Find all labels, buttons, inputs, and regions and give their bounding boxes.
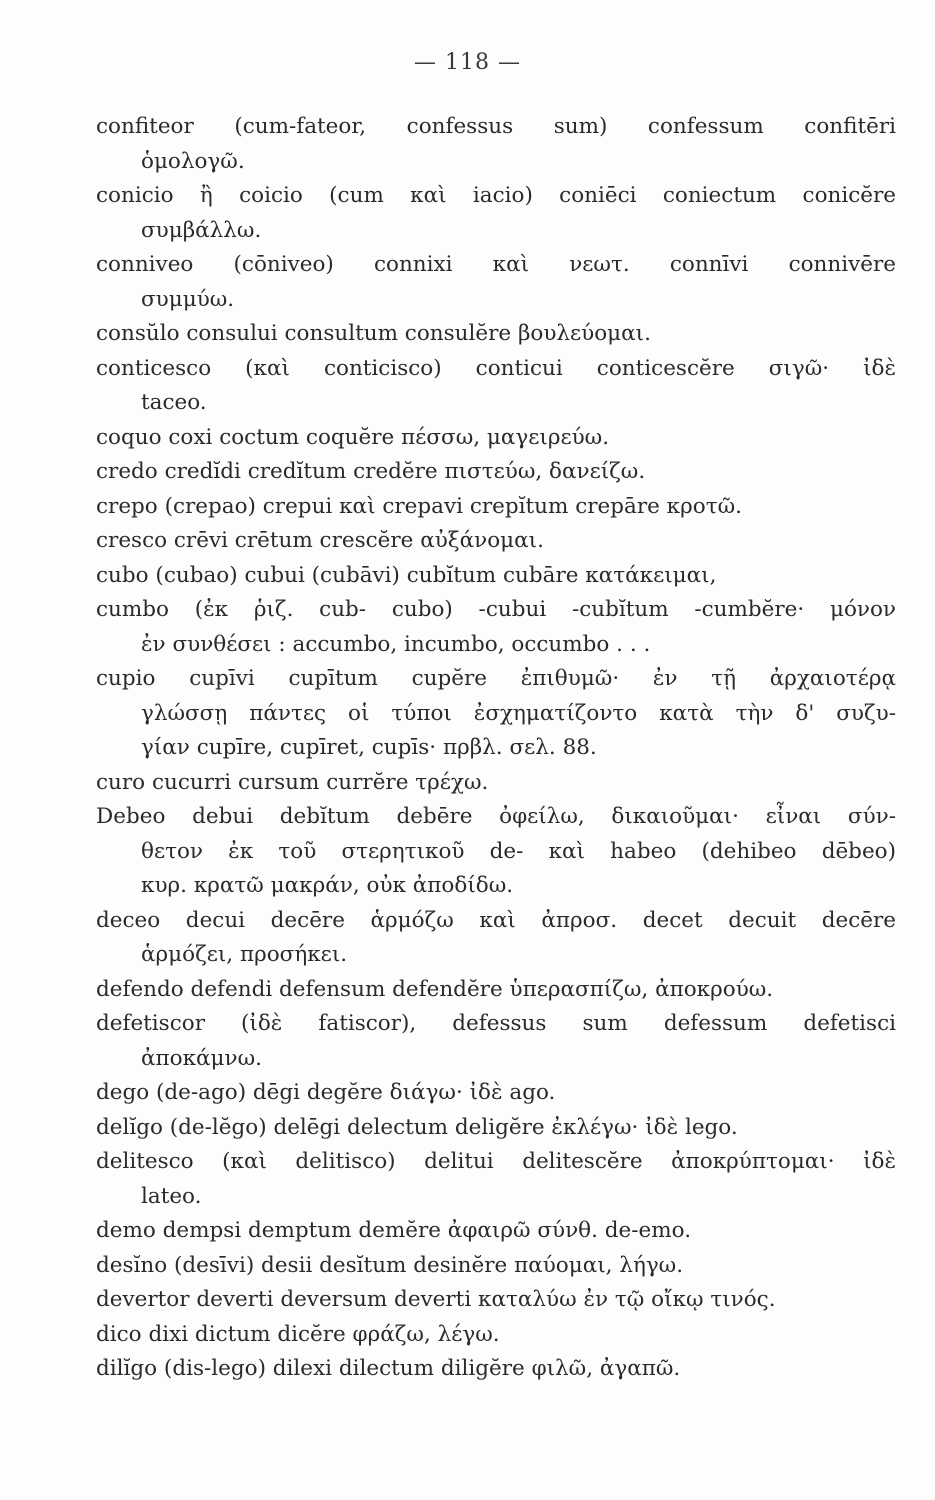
entry-line: consŭlo consului consultum consulĕre βουλεύομαι.	[96, 321, 651, 346]
entry-continuation-line: γλώσσῃ πάντες οἱ τύποι ἐσχηματίζοντο κατὰ τὴν δ' συζυ-	[141, 700, 896, 726]
entry-continuation-line: ἁρμόζει, προσήκει.	[141, 942, 348, 967]
entry-line: cresco crēvi crētum crescĕre αὐξάνομαι.	[96, 528, 544, 553]
entry-continuation-line: taceo.	[141, 390, 207, 415]
entry-continuation-line: κυρ. κρατῶ μακράν, οὐκ ἀποδίδω.	[141, 873, 514, 898]
entry-continuation-line: γίαν cupīre, cupīret, cupīs· πρβλ. σελ. 88.	[141, 735, 597, 760]
entry-line: defetiscor (ἰδὲ fatiscor), defessus sum defessum defetisci	[96, 1011, 896, 1036]
entry-line: cubo (cubao) cubui (cubāvi) cubĭtum cubāre κατάκειμαι,	[96, 562, 717, 588]
entry-line: conniveo (cōniveo) connixi καὶ νεωτ. connīvi connivēre	[96, 252, 896, 277]
entry-line: dilĭgo (dis-lego) dilexi dilectum diligĕre φιλῶ, ἀγαπῶ.	[96, 1356, 681, 1381]
entry-line: dego (de-ago) dēgi degĕre διάγω· ἰδὲ ago.	[96, 1080, 556, 1105]
entry-continuation-line: ἐν συνθέσει : accumbo, incumbo, occumbo . . .	[141, 631, 651, 657]
entry-continuation-line: συμβάλλω.	[141, 217, 262, 243]
entry-continuation-line: θετον ἐκ τοῦ στερητικοῦ de- καὶ habeo (dehibeo dēbeo)	[141, 838, 896, 864]
entry-continuation-line: ὁμολογῶ.	[141, 148, 245, 174]
entry-continuation-line: ἀποκάμνω.	[141, 1045, 262, 1071]
entry-line: demo dempsi demptum demĕre ἀφαιρῶ σύνθ. de-emo.	[96, 1218, 692, 1243]
dictionary-entries	[96, 110, 896, 1387]
entry-continuation-line: συμμύω.	[141, 286, 235, 312]
entry-line: cupio cupīvi cupītum cupĕre ἐπιθυμῶ· ἐν τῇ ἀρχαιοτέρᾳ	[96, 666, 896, 691]
entry-continuation-line: lateo.	[141, 1183, 202, 1209]
entry-line: deceo decui decēre ἁρμόζω καὶ ἀπροσ. decet decuit decēre	[96, 907, 896, 933]
entry-line: confiteor (cum-fateor, confessus sum) confessum confitēri	[96, 114, 896, 139]
entry-line: conticesco (καὶ conticisco) conticui conticescĕre σιγῶ· ἰδὲ	[96, 355, 896, 381]
page-number: — 118 —	[414, 50, 521, 75]
entry-line: delitesco (καὶ delitisco) delitui delitescĕre ἀποκρύπτομαι· ἰδὲ	[96, 1149, 896, 1174]
entry-line: credo credĭdi credĭtum credĕre πιστεύω, δανείζω.	[96, 459, 646, 484]
entry-line: cumbo (ἐκ ῥιζ. cub- cubo) -cubui -cubĭtum -cumbĕre· μόνον	[96, 597, 896, 622]
entry-line: desĭno (desīvi) desii desĭtum desinĕre παύομαι, λήγω.	[96, 1252, 684, 1278]
entry-line: dico dixi dictum dicĕre φράζω, λέγω.	[96, 1321, 500, 1347]
entry-line: Debeo debui debĭtum debēre ὀφείλω, δικαιοῦμαι· εἶναι σύν-	[96, 804, 896, 829]
entry-line: devertor deverti deversum deverti καταλύω ἐν τῷ οἴκῳ τινός.	[96, 1287, 776, 1312]
entry-line: crepo (crepao) crepui καὶ crepavi crepĭtum crepāre κροτῶ.	[96, 493, 742, 519]
entry-line: defendo defendi defensum defendĕre ὑπερασπίζω, ἀποκρούω.	[96, 976, 774, 1002]
entry-line: coquo coxi coctum coquĕre πέσσω, μαγειρεύω.	[96, 424, 610, 450]
entry-line: curo cucurri cursum currĕre τρέχω.	[96, 769, 489, 795]
entry-line: delĭgo (de-lĕgo) delēgi delectum deligĕre ἐκλέγω· ἰδὲ lego.	[96, 1114, 738, 1140]
entry-line: conicio ἢ coicio (cum καὶ iacio) coniēci coniectum conicĕre	[96, 183, 896, 208]
